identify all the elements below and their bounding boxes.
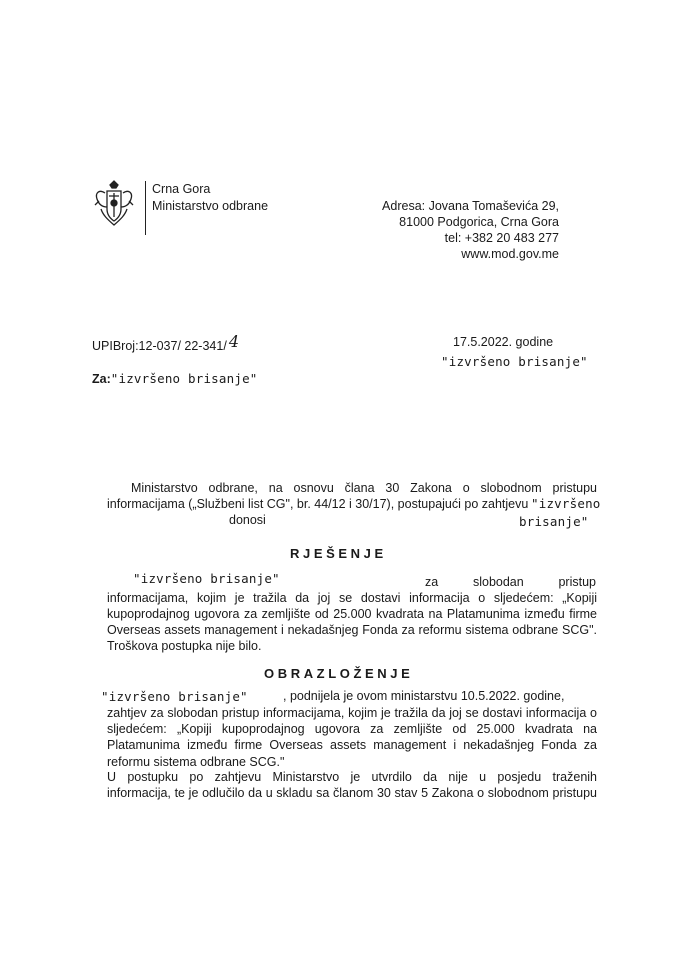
decision-heading: RJEŠENJE xyxy=(290,546,387,561)
intro-line-1 xyxy=(131,481,597,495)
reference-handwritten: 4 xyxy=(228,332,239,351)
address-line-1: Adresa: Jovana Tomaševića 29, xyxy=(382,199,559,213)
header-divider xyxy=(145,181,146,235)
intro-line-1-text: Ministarstvo odbrane, na osnovu člana 30 Zakona o slobodnom pristupu xyxy=(131,481,597,495)
intro-redacted-2: brisanje" xyxy=(519,514,589,529)
intro-redacted-1: "izvršeno xyxy=(531,496,601,511)
intro-line-3: donosi xyxy=(229,513,266,527)
document-date: 17.5.2022. godine xyxy=(453,335,554,349)
reasoning-redacted: "izvršeno brisanje" xyxy=(101,689,248,704)
recipient-line xyxy=(92,370,258,388)
coat-of-arms-icon xyxy=(93,179,135,227)
recipient-label: Za: xyxy=(92,372,111,386)
reasoning-line-7: informacija, te je odlučilo da u skladu sa članom 30 stav 5 Zakona o slobodnom pristupu xyxy=(107,786,597,800)
redacted-note-date: "izvršeno brisanje" xyxy=(441,354,588,369)
phone-number: tel: +382 20 483 277 xyxy=(444,231,559,245)
reasoning-body xyxy=(107,705,597,770)
decision-line-2: informacijama, kojim je tražila da joj se dostavi informacija o sljedećem: „Kopiji xyxy=(107,591,597,605)
intro-line-2 xyxy=(107,497,528,511)
decision-body xyxy=(107,590,597,639)
reasoning-line-1: , podnijela je ovom ministarstvu 10.5.2022. godine, xyxy=(283,689,565,703)
recipient-redacted: "izvršeno brisanje" xyxy=(110,371,258,386)
decision-redacted: "izvršeno brisanje" xyxy=(133,571,280,586)
website-link: www.mod.gov.me xyxy=(461,247,559,261)
reasoning-heading: OBRAZLOŽENJE xyxy=(264,666,414,681)
reasoning-line-5: reformu sistema odbrane SCG." xyxy=(107,754,285,769)
decision-line-4: Overseas assets management i nekadašnjeg Fonda za reformu sistema odbrane SCG". xyxy=(107,623,597,638)
reference-number-text: UPIBroj:12-037/ 22-341/ xyxy=(92,339,227,353)
reasoning-line-3: sljedećem: „Kopiji kupoprodajnog ugovora za zemljište od 25.000 kvadrata na xyxy=(107,722,597,737)
reasoning-line-6: U postupku po zahtjevu Ministarstvo je utvrdilo da nije u posjedu traženih xyxy=(107,770,597,784)
decision-line-5: Troškova postupka nije bilo. xyxy=(107,639,262,653)
reasoning-line-4: Platamunima između firme Overseas assets management i nekadašnjeg Fonda za xyxy=(107,738,597,753)
org-ministry: Ministarstvo odbrane xyxy=(152,199,269,213)
reasoning-line-2: zahtjev za slobodan pristup informacijama, kojim je tražila da joj se dostavi informacija o xyxy=(107,706,597,720)
org-country: Crna Gora xyxy=(152,182,211,196)
decision-line-1: za slobodan pristup xyxy=(425,575,596,589)
intro-line-2-text: informacijama („Službeni list CG", br. 44/12 i 30/17), postupajući po zahtjevu xyxy=(107,497,529,511)
address-line-2: 81000 Podgorica, Crna Gora xyxy=(399,215,559,229)
decision-line-3: kupoprodajnog ugovora za zemljište od 25.000 kvadrata na Platamunima između firme xyxy=(107,607,597,622)
reference-number xyxy=(92,332,239,354)
